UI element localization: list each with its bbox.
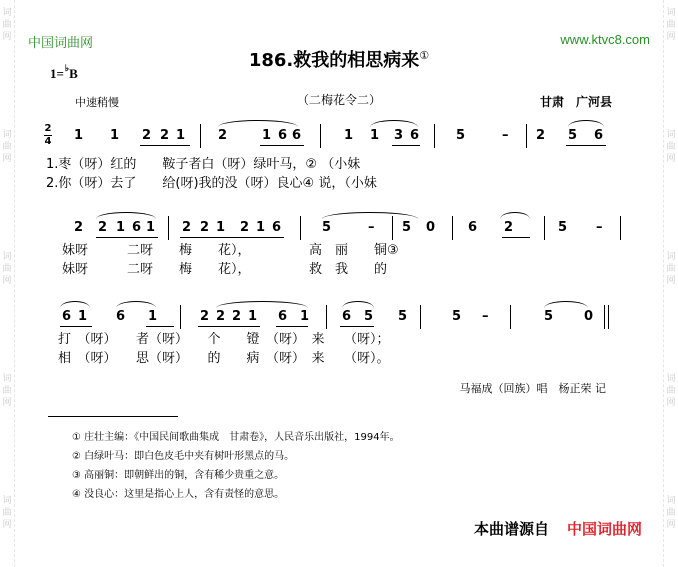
note: 6 [292, 128, 302, 143]
note: 5 [398, 309, 408, 324]
watermark-char: 网 [2, 154, 12, 164]
note: 6 [62, 309, 72, 324]
slur [218, 120, 298, 127]
watermark-char: 词 [2, 252, 12, 262]
note: 2 [182, 220, 192, 235]
note: 0 [426, 220, 436, 235]
left-watermark-strip [0, 0, 15, 567]
slur [544, 301, 588, 308]
bar-line [392, 216, 393, 240]
footnote-divider [48, 416, 178, 417]
flat-symbol: ♭ [64, 63, 70, 73]
watermark-char: 网 [2, 398, 12, 408]
dash: – [502, 128, 509, 143]
meter-bottom: 4 [44, 136, 52, 147]
bar-line [320, 124, 321, 148]
watermark-char: 网 [666, 520, 676, 530]
note: 1 [248, 309, 258, 324]
note: 6 [116, 309, 126, 324]
lyric-line: 1.枣（呀）红的 鞍子者白（呀）绿叶马，② （小妹 [46, 157, 361, 172]
note: 5 [558, 220, 568, 235]
bar-line [326, 305, 327, 329]
dash: – [596, 220, 603, 235]
watermark-char: 曲 [2, 20, 12, 30]
footnote-3: ③ 高丽铜：即朝鲜出的铜，含有稀少贵重之意。 [72, 470, 285, 481]
note: 1 [216, 220, 226, 235]
note: 2 [200, 309, 210, 324]
watermark-char: 词 [666, 252, 676, 262]
watermark-char: 网 [666, 154, 676, 164]
watermark-char: 曲 [666, 264, 676, 274]
watermark-char: 网 [2, 276, 12, 286]
note: 6 [278, 128, 288, 143]
note: 5 [322, 220, 332, 235]
note: 5 [568, 128, 578, 143]
watermark-char: 曲 [666, 142, 676, 152]
beam [96, 237, 158, 238]
footnote-4: ④ 没良心：这里是指心上人，含有责怪的意思。 [72, 489, 285, 500]
beam [140, 145, 190, 146]
watermark-char: 词 [666, 374, 676, 384]
note: 1 [78, 309, 88, 324]
slur [116, 301, 156, 308]
watermark-char: 曲 [666, 508, 676, 518]
watermark-char: 曲 [2, 142, 12, 152]
beam [180, 237, 284, 238]
fermata-note: 5 [452, 309, 462, 324]
note: 2 [216, 309, 226, 324]
slur [60, 301, 90, 308]
footnote-marker: ① [419, 49, 430, 62]
watermark-char: 网 [2, 32, 12, 42]
bar-line [200, 124, 201, 148]
bar-line [168, 216, 169, 240]
note: 1 [116, 220, 126, 235]
bar-line [544, 216, 545, 240]
note: 5 [364, 309, 374, 324]
performer-credit: 马福成（回族）唱 杨正荣 记 [459, 382, 606, 395]
slur [500, 212, 530, 219]
beam [146, 326, 174, 327]
note: 6 [468, 220, 478, 235]
note: 1 [300, 309, 310, 324]
note: 2 [218, 128, 228, 143]
lyric-line: 相 （呀） 思（呀） 的 病 （呀） 来 （呀）。 [58, 351, 390, 366]
footnote-2: ② 白绿叶马：即白色皮毛中夹有树叶形黑点的马。 [72, 451, 295, 462]
note: 6 [278, 309, 288, 324]
note: 2 [232, 309, 242, 324]
source-brand-link[interactable]: 中国词曲网 [566, 520, 642, 538]
note: 6 [594, 128, 604, 143]
note: 6 [410, 128, 420, 143]
site-url-header[interactable]: www.ktvc8.com [560, 32, 650, 47]
note: 2 [98, 220, 108, 235]
note: 5 [402, 220, 412, 235]
note: 1 [262, 128, 272, 143]
source-attribution [474, 518, 642, 539]
watermark-char: 词 [666, 130, 676, 140]
beam [276, 326, 308, 327]
bar-line [510, 305, 511, 329]
slur [96, 212, 156, 219]
bar-line [420, 305, 421, 329]
note: 3 [394, 128, 404, 143]
note: 5 [456, 128, 466, 143]
meter-top: 2 [44, 123, 52, 134]
dash: – [368, 220, 375, 235]
note: 6 [272, 220, 282, 235]
bar-line [452, 216, 453, 240]
song-title-text: 186.救我的相思病来 [248, 50, 420, 71]
key-note: B [69, 66, 78, 81]
watermark-char: 词 [2, 496, 12, 506]
lyric-line: 打 （呀） 者（呀） 个 镫 （呀） 来 （呀）； [58, 332, 390, 347]
watermark-char: 曲 [2, 264, 12, 274]
watermark-char: 词 [2, 8, 12, 18]
footnotes [72, 428, 400, 504]
lyric-line: 妹呀 二呀 梅 花）， 救 我 的 [62, 262, 388, 277]
note: 1 [344, 128, 354, 143]
watermark-char: 网 [666, 276, 676, 286]
watermark-char: 曲 [666, 386, 676, 396]
note: 2 [142, 128, 152, 143]
note: 1 [146, 220, 156, 235]
bar-line [180, 305, 181, 329]
note: 2 [240, 220, 250, 235]
note: 1 [148, 309, 158, 324]
note-line [0, 305, 678, 327]
note-line [0, 216, 678, 238]
final-bar-line [604, 305, 609, 329]
note: 0 [584, 309, 594, 324]
note: 1 [256, 220, 266, 235]
note: 1 [74, 128, 84, 143]
watermark-char: 网 [666, 32, 676, 42]
key-label: 1= [50, 66, 64, 81]
right-watermark-strip [663, 0, 678, 567]
watermark-char: 词 [2, 130, 12, 140]
tempo-marking: 中速稍慢 [75, 96, 119, 109]
watermark-char: 曲 [2, 508, 12, 518]
bar-line [434, 124, 435, 148]
slur [342, 301, 374, 308]
song-title [0, 46, 678, 72]
footnote-1: ① 庄壮主编：《中国民间歌曲集成 甘肃卷》，人民音乐出版社，1994年。 [72, 432, 400, 443]
note: 1 [110, 128, 120, 143]
note: 2 [160, 128, 170, 143]
site-name-header[interactable]: 中国词曲网 [28, 36, 94, 51]
watermark-char: 网 [2, 520, 12, 530]
dash: – [482, 309, 489, 324]
watermark-char: 词 [2, 374, 12, 384]
beam [260, 145, 304, 146]
beam [502, 237, 530, 238]
bar-line [526, 124, 527, 148]
note: 5 [544, 309, 554, 324]
lyric-line: 2.你（呀）去了 给(呀)我的没（呀）良心④ 说，（小妹 [46, 176, 377, 191]
note: 2 [74, 220, 84, 235]
slur [216, 301, 308, 308]
song-origin: 甘肃 广河县 [540, 95, 613, 109]
bar-line [300, 216, 301, 240]
bar-line [620, 216, 621, 240]
watermark-char: 词 [666, 496, 676, 506]
note: 2 [504, 220, 514, 235]
source-label: 本曲谱源自 [473, 520, 549, 538]
beam [566, 145, 606, 146]
note-line [0, 124, 678, 146]
note: 2 [536, 128, 546, 143]
note: 1 [176, 128, 186, 143]
lyric-line: 妹呀 二呀 梅 花）， 高 丽 铜③ [62, 243, 399, 258]
beam [340, 326, 374, 327]
beam [198, 326, 260, 327]
beam [392, 145, 420, 146]
note: 6 [342, 309, 352, 324]
song-subtitle: （二梅花令二） [296, 93, 381, 107]
watermark-char: 曲 [666, 20, 676, 30]
watermark-char: 曲 [2, 386, 12, 396]
beam [60, 326, 92, 327]
watermark-char: 网 [666, 398, 676, 408]
note: 1 [370, 128, 380, 143]
watermark-char: 词 [666, 8, 676, 18]
slur [322, 212, 418, 219]
slur [568, 120, 604, 127]
key-signature [50, 63, 78, 82]
note: 6 [132, 220, 142, 235]
note: 2 [200, 220, 210, 235]
slur [370, 120, 418, 127]
